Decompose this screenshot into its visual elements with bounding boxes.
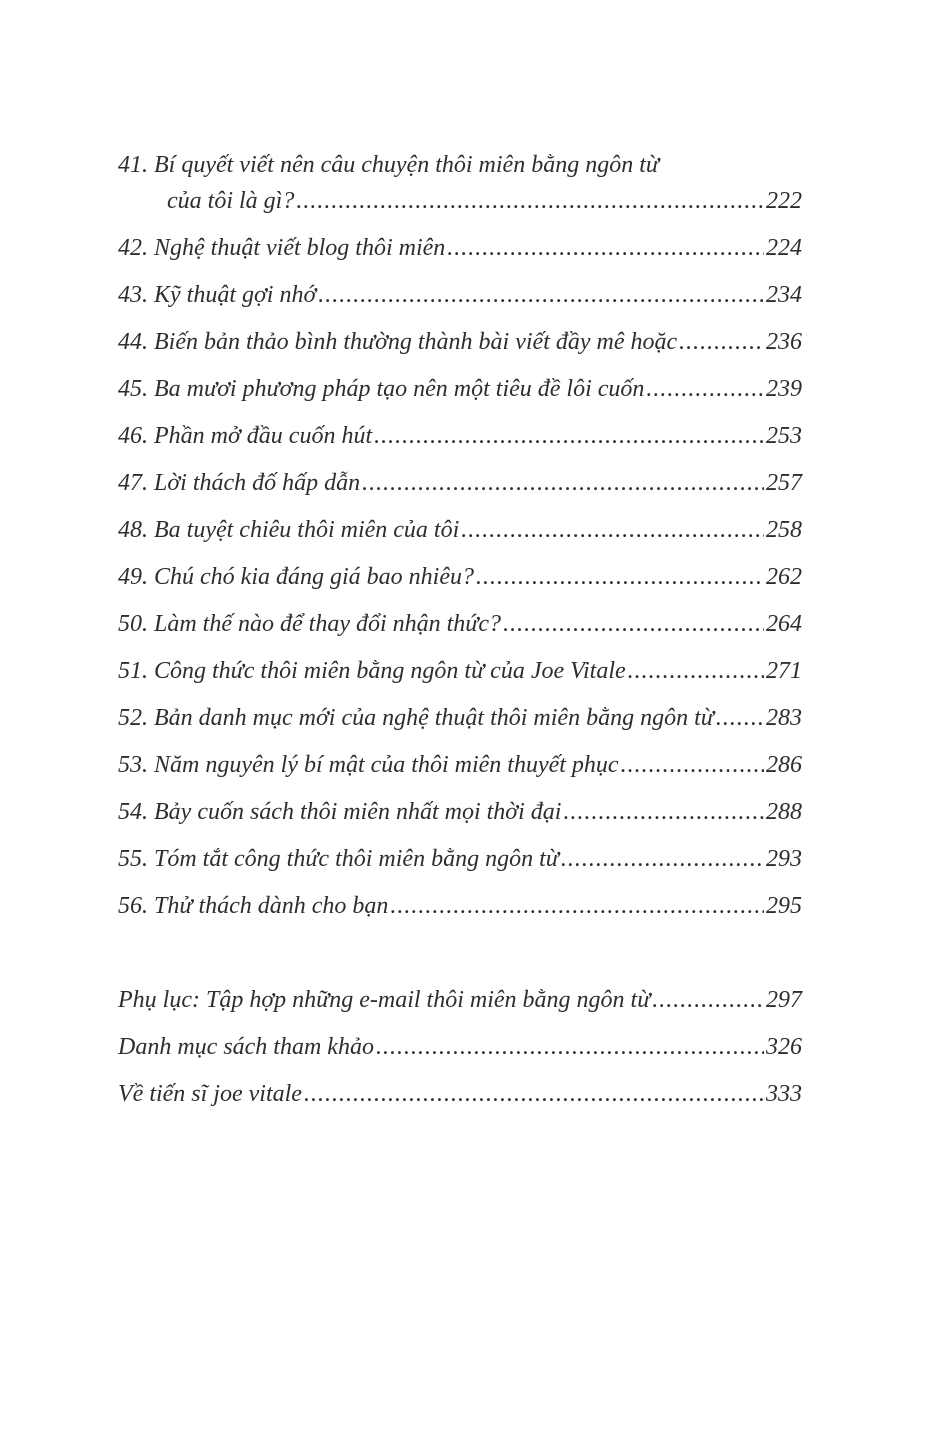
toc-entry-number: 51. <box>118 658 148 684</box>
toc-entry-title: Kỹ thuật gợi nhớ <box>154 282 317 308</box>
dot-leader <box>563 795 764 829</box>
dot-leader <box>646 372 764 406</box>
toc-entry-page: 239 <box>766 376 802 402</box>
toc-entry-53[interactable] <box>118 748 802 795</box>
toc-entry-title: Về tiến sĩ joe vitale <box>118 1081 302 1107</box>
toc-entry-51[interactable] <box>118 654 802 701</box>
toc-entry-page: 326 <box>766 1034 802 1060</box>
toc-entry-number: 48. <box>118 517 148 543</box>
toc-entry-title: Năm nguyên lý bí mật của thôi miên thuyết phục <box>154 752 619 778</box>
toc-entry-page: 283 <box>766 705 802 731</box>
toc-entry-number: 54. <box>118 799 148 825</box>
toc-entry-page: 271 <box>766 658 802 684</box>
toc-entry-56[interactable] <box>118 889 802 936</box>
toc-entry-page: 222 <box>766 188 802 214</box>
toc-entry-page: 258 <box>766 517 802 543</box>
dot-leader <box>561 842 764 876</box>
toc-entry-title: Ba tuyệt chiêu thôi miên của tôi <box>154 517 460 543</box>
toc-entry-title: Phụ lục: Tập hợp những e-mail thôi miên bằng ngôn từ <box>118 987 651 1013</box>
toc-entry-title: Bí quyết viết nên câu chuyện thôi miên bằng ngôn từ <box>154 152 659 178</box>
dot-leader <box>476 560 764 594</box>
toc-entry-55[interactable] <box>118 842 802 889</box>
toc-entry-page: 333 <box>766 1081 802 1107</box>
dot-leader <box>447 231 764 265</box>
toc-entry-page: 286 <box>766 752 802 778</box>
toc-entry-number: 47. <box>118 470 148 496</box>
toc-entry-number: 55. <box>118 846 148 872</box>
toc-entry-title: Thử thách dành cho bạn <box>154 893 389 919</box>
toc-entry-title: Chú chó kia đáng giá bao nhiêu? <box>154 564 474 590</box>
toc-entry-page: 224 <box>766 235 802 261</box>
toc-entry-54[interactable] <box>118 795 802 842</box>
dot-leader <box>374 419 764 453</box>
toc-entry-number: 52. <box>118 705 148 731</box>
toc-entry-page: 295 <box>766 893 802 919</box>
toc-appendix-entry[interactable] <box>118 1030 802 1077</box>
toc-entry-number: 53. <box>118 752 148 778</box>
toc-entry-44[interactable] <box>118 325 802 372</box>
toc-entry-page: 253 <box>766 423 802 449</box>
toc-entry-title: Biến bản thảo bình thường thành bài viết đầy mê hoặc <box>154 329 678 355</box>
dot-leader <box>716 701 764 735</box>
toc-entry-title: Danh mục sách tham khảo <box>118 1034 374 1060</box>
toc-entry-title: Bản danh mục mới của nghệ thuật thôi miên bằng ngôn từ <box>154 705 714 731</box>
dot-leader <box>461 513 764 547</box>
toc-entry-number: 41. <box>118 152 148 178</box>
dot-leader <box>621 748 764 782</box>
toc-appendix-entry[interactable] <box>118 983 802 1030</box>
toc-entry-43[interactable] <box>118 278 802 325</box>
chapter-list <box>118 231 802 936</box>
toc-entry-title: Công thức thôi miên bằng ngôn từ của Joe Vitale <box>154 658 626 684</box>
toc-entry-page: 234 <box>766 282 802 308</box>
toc-entry-page: 297 <box>766 987 802 1013</box>
toc-entry-page: 293 <box>766 846 802 872</box>
toc-entry-number: 43. <box>118 282 148 308</box>
toc-entry-title: Ba mươi phương pháp tạo nên một tiêu đề lôi cuốn <box>154 376 645 402</box>
toc-entry-number: 45. <box>118 376 148 402</box>
toc-entry-52[interactable] <box>118 701 802 748</box>
toc-entry-page: 257 <box>766 470 802 496</box>
dot-leader <box>376 1030 764 1064</box>
toc-entry-number: 50. <box>118 611 148 637</box>
toc-entry-page: 288 <box>766 799 802 825</box>
toc-entry-41[interactable] <box>118 148 802 218</box>
dot-leader <box>318 278 764 312</box>
dot-leader <box>652 983 764 1017</box>
dot-leader <box>390 889 764 923</box>
toc-entry-50[interactable] <box>118 607 802 654</box>
toc-entry-title: Nghệ thuật viết blog thôi miên <box>154 235 446 261</box>
toc-entry-title-continued: của tôi là gì? <box>167 188 295 214</box>
section-gap <box>118 936 802 983</box>
toc-entry-47[interactable] <box>118 466 802 513</box>
toc-entry-number: 49. <box>118 564 148 590</box>
toc-entry-title: Bảy cuốn sách thôi miên nhất mọi thời đại <box>154 799 562 825</box>
dot-leader <box>304 1077 764 1111</box>
toc-entry-title: Phần mở đầu cuốn hút <box>154 423 373 449</box>
dot-leader <box>296 184 764 218</box>
toc-entry-title: Tóm tắt công thức thôi miên bằng ngôn từ <box>154 846 559 872</box>
table-of-contents <box>118 148 802 1124</box>
toc-entry-title: Làm thế nào để thay đổi nhận thức? <box>154 611 502 637</box>
toc-entry-page: 236 <box>766 329 802 355</box>
toc-entry-42[interactable] <box>118 231 802 278</box>
toc-entry-49[interactable] <box>118 560 802 607</box>
dot-leader <box>679 325 764 359</box>
toc-entry-number: 42. <box>118 235 148 261</box>
toc-entry-48[interactable] <box>118 513 802 560</box>
toc-appendix-entry[interactable] <box>118 1077 802 1124</box>
toc-entry-page: 262 <box>766 564 802 590</box>
toc-entry-title: Lời thách đố hấp dẫn <box>154 470 361 496</box>
toc-entry-45[interactable] <box>118 372 802 419</box>
dot-leader <box>628 654 764 688</box>
appendix-list <box>118 983 802 1124</box>
toc-entry-page: 264 <box>766 611 802 637</box>
toc-entry-number: 44. <box>118 329 148 355</box>
toc-entry-number: 46. <box>118 423 148 449</box>
toc-entry-46[interactable] <box>118 419 802 466</box>
toc-entry-number: 56. <box>118 893 148 919</box>
dot-leader <box>503 607 764 641</box>
dot-leader <box>362 466 764 500</box>
